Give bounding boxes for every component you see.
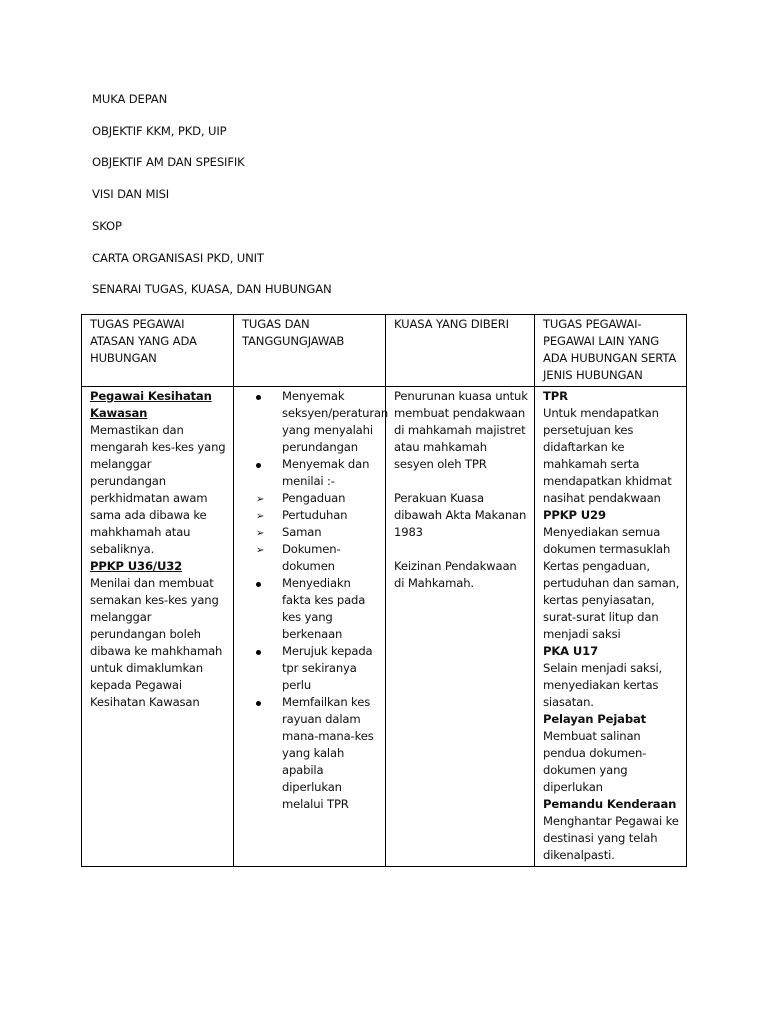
role-title: PPKP U36/U32: [90, 559, 183, 573]
heading-skop: SKOP: [92, 219, 122, 233]
header-cell: TUGAS PEGAWAI-PEGAWAI LAIN YANG ADA HUBUNGAN SERTA JENIS HUBUNGAN: [535, 315, 687, 387]
role-description: Menilai dan membuat semakan kes-kes yang melanggar perundangan boleh dibawa ke mahkhamah untuk dimaklumkan kepada Pegawai Kesihatan Kawasan: [90, 576, 223, 709]
list-item: [234, 643, 381, 694]
arrow-bullet-icon: ➢: [256, 494, 265, 505]
cell-other-officers: [535, 387, 687, 867]
list-item: [234, 490, 381, 507]
table-header-row: [82, 315, 687, 387]
list-item: [234, 694, 381, 813]
header-cell: KUASA YANG DIBERI: [386, 315, 535, 387]
header-cell: TUGAS DAN TANGGUNGJAWAB: [234, 315, 386, 387]
list-item-text: Menyemak dan menilai :-: [282, 457, 370, 488]
table-row: [82, 387, 687, 867]
role-title: PKA U17: [543, 644, 598, 658]
arrow-bullet-icon: ➢: [256, 511, 265, 522]
arrow-bullet-icon: ➢: [256, 528, 265, 539]
list-item-text: Merujuk kepada tpr sekiranya perlu: [282, 644, 373, 692]
bullet-icon: [256, 643, 276, 660]
heading-visi-misi: VISI DAN MISI: [92, 187, 170, 201]
list-item: [234, 388, 389, 456]
list-item-text: Saman: [282, 525, 322, 539]
bullet-icon: [256, 388, 276, 405]
role-title: Pelayan Pejabat: [543, 712, 647, 726]
list-item: [234, 524, 381, 541]
list-item-text: Menyediakn fakta kes pada kes yang berkenaan: [282, 576, 366, 641]
role-description: Untuk mendapatkan persetujuan kes didaftarkan ke mahkamah serta mendapatkan khidmat nasihat pendakwaan: [543, 406, 672, 505]
power-text: Perakuan Kuasa dibawah Akta Makanan 1983: [394, 491, 527, 539]
list-item-text: Pertuduhan: [282, 508, 348, 522]
bullet-icon: [256, 575, 276, 592]
heading-muka-depan: MUKA DEPAN: [92, 92, 168, 106]
duties-table: [81, 314, 687, 867]
list-item-text: Menyemak seksyen/peraturan yang menyalahi perundangan: [282, 389, 389, 454]
role-description: Menyediakan semua dokumen termasuklah Kertas pengaduan, pertuduhan dan saman, kertas penyiasatan, surat-surat litup dan menjadi saksi: [543, 525, 680, 641]
bullet-icon: [256, 456, 276, 473]
bullet-icon: [256, 694, 276, 711]
cell-superior-duties: [82, 387, 234, 867]
role-title: TPR: [543, 389, 568, 403]
list-item: [234, 456, 381, 490]
list-item-text: Memfailkan kes rayuan dalam mana-mana-kes yang kalah apabila diperlukan melalui TPR: [282, 695, 374, 811]
role-description: Memastikan dan mengarah kes-kes yang melanggar perundangan perkhidmatan awam sama ada dibawa ke mahkhamah atau sebaliknya.: [90, 423, 226, 556]
header-cell: TUGAS PEGAWAI ATASAN YANG ADA HUBUNGAN: [82, 315, 234, 387]
role-title: Pegawai Kesihatan Kawasan: [90, 389, 212, 420]
role-title: Pemandu Kenderaan: [543, 797, 677, 811]
list-item: [234, 541, 381, 575]
list-item: [234, 575, 381, 643]
heading-objektif-am: OBJEKTIF AM DAN SPESIFIK: [92, 155, 245, 169]
arrow-bullet-icon: ➢: [256, 545, 265, 556]
power-text: Penurunan kuasa untuk membuat pendakwaan di mahkamah majistret atau mahkamah sesyen oleh TPR: [394, 389, 528, 471]
cell-powers-given: [386, 387, 535, 867]
role-description: Menghantar Pegawai ke destinasi yang telah dikenalpasti.: [543, 814, 679, 862]
cell-duties-responsibilities: [234, 387, 389, 867]
heading-senarai-tugas: SENARAI TUGAS, KUASA, DAN HUBUNGAN: [92, 282, 332, 296]
power-text: Keizinan Pendakwaan di Mahkamah.: [394, 559, 517, 590]
role-title: PPKP U29: [543, 508, 606, 522]
list-item-text: Dokumen-dokumen: [282, 542, 341, 573]
role-description: Membuat salinan pendua dokumen-dokumen yang diperlukan: [543, 729, 647, 794]
duty-list: [234, 388, 389, 813]
list-item-text: Pengaduan: [282, 491, 346, 505]
list-item: [234, 507, 381, 524]
heading-objektif-kkm: OBJEKTIF KKM, PKD, UIP: [92, 124, 227, 138]
role-description: Selain menjadi saksi, menyediakan kertas siasatan.: [543, 661, 663, 709]
heading-carta-organisasi: CARTA ORGANISASI PKD, UNIT: [92, 251, 264, 265]
